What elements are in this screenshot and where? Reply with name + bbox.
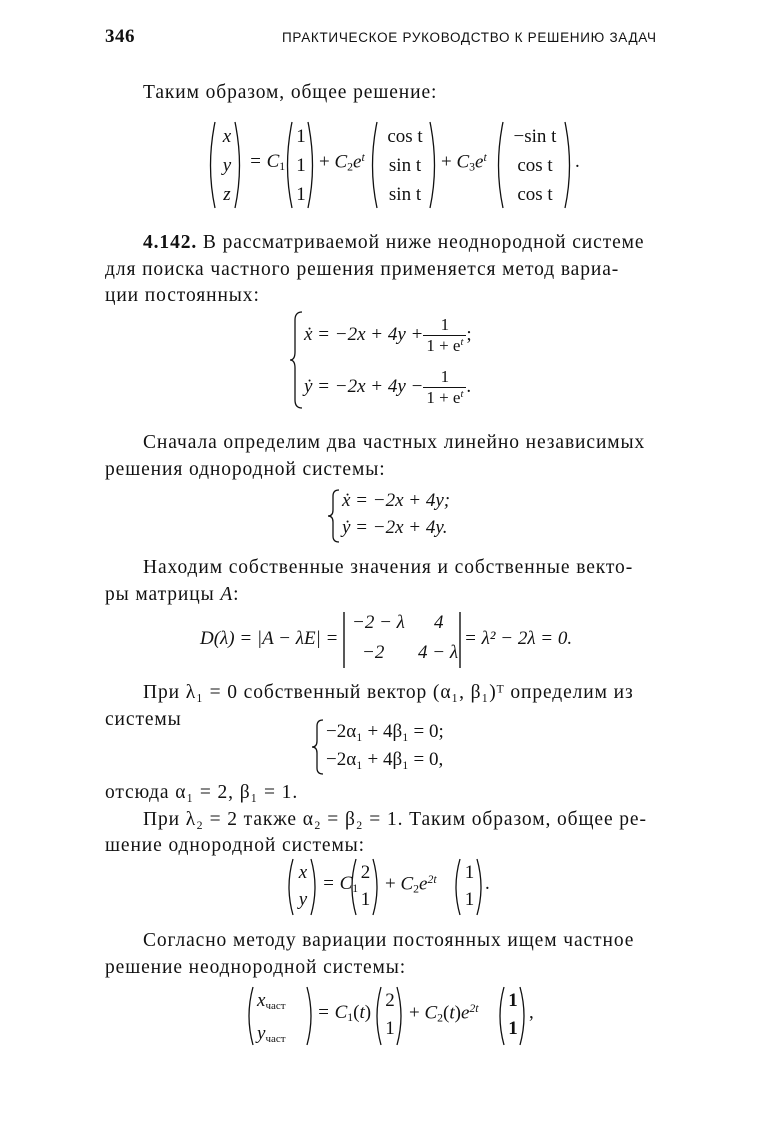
alpha-beta-1: α₁ = 2, β₁ = 1. [175, 782, 299, 803]
coef-c1: C [266, 151, 280, 172]
ps-v1-2: 1 [385, 1018, 395, 1039]
eigenvector-system [312, 718, 512, 776]
v2-1: cos t [387, 126, 423, 147]
step2-paragraph: Находим собственные значения и собственные векто- ры матрицы A: [105, 555, 685, 608]
row2-lhs: ẏ = −2x + 4y − [304, 376, 424, 397]
step4-c: . Таким образом, общее ре- [397, 808, 647, 830]
homog-row1: ẋ = −2x + 4y; [342, 490, 451, 511]
problem-text-1: В рассматриваемой ниже неоднородной системе [197, 232, 645, 253]
step2-line1: Находим собственные значения и собственные векто- [143, 557, 634, 578]
eigen-row1: −2α₁ + 4β₁ = 0; [326, 721, 444, 742]
det-m11: −2 − λ [352, 612, 405, 633]
eigen-brace [312, 718, 324, 776]
det-rhs: = λ² − 2λ = 0. [464, 628, 573, 649]
hs-v2-2: 1 [464, 889, 475, 910]
hs-x: x [298, 862, 308, 883]
exp-t-1: t [361, 151, 365, 164]
ps-sub-x: част [265, 999, 286, 1012]
det-m21: −2 [362, 642, 385, 663]
step4-line2: шение однородной системы: [105, 835, 366, 856]
step3-a: При [143, 682, 186, 703]
det-m12: 4 [434, 612, 444, 633]
lhs-x: x [222, 126, 232, 147]
ps-sub-y: част [265, 1032, 286, 1045]
running-title: ПРАКТИЧЕСКОЕ РУКОВОДСТВО К РЕШЕНИЮ ЗАДАЧ [282, 30, 657, 45]
lhs-y: y [222, 155, 232, 176]
step3-result: отсюда [105, 782, 176, 803]
frac1-num: 1 [423, 315, 466, 336]
v1-2: 1 [296, 155, 306, 176]
step4-paragraph [105, 780, 685, 860]
step2-line2: ры матрицы [105, 583, 221, 605]
ps-v2-1: 1 [508, 990, 518, 1011]
step4-b: также [237, 808, 303, 830]
v2-3: sin t [388, 184, 422, 205]
step3-line2: системы [105, 708, 182, 730]
problem-paragraph [105, 230, 685, 310]
v2-2: sin t [388, 155, 422, 176]
step3-c: определим из [504, 682, 634, 703]
step4-a: При [143, 808, 186, 830]
frac2-num: 1 [423, 367, 466, 388]
v1-3: 1 [296, 184, 306, 205]
exp-t-2: t [483, 151, 487, 164]
lhs-z: z [223, 184, 231, 205]
det-lhs: D(λ) = |A − λE| = [200, 628, 339, 649]
step1-line1: Сначала определим два частных линейно независимых [143, 432, 646, 453]
ps-y: y [257, 1022, 266, 1044]
step1-paragraph [105, 430, 685, 483]
hs-v1-2: 1 [360, 889, 371, 910]
problem-number: 4.142. [143, 232, 198, 253]
intro-text: Таким образом, общее решение: [143, 82, 438, 103]
hs-exp: 2t [427, 873, 437, 886]
step5-paragraph [105, 928, 685, 981]
ps-v1-1: 2 [385, 990, 395, 1011]
v1-1: 1 [296, 126, 306, 147]
ps-exp: 2t [469, 1002, 479, 1015]
alpha-beta-2: α₂ = β₂ = 1 [302, 808, 398, 830]
hs-v2-1: 1 [464, 862, 475, 883]
homogeneous-system [328, 488, 488, 544]
homog-row2: ẏ = −2x + 4y. [342, 517, 448, 538]
homogeneous-solution: x y = $C_1$ 2 1 + $C_2e^{2t}$ 1 1 . [285, 857, 505, 917]
row1-end: ; [466, 324, 472, 345]
system-brace [290, 310, 304, 410]
characteristic-equation [200, 610, 600, 672]
page-number: 346 [105, 26, 135, 47]
hs-v1-1: 2 [360, 862, 371, 883]
det-m22: 4 − λ [418, 642, 459, 663]
step3-b: собственный вектор [237, 682, 433, 703]
nonhomogeneous-system: ẋ = −2x + 4y + $\frac{1}{1 + e^t}$ ; ẏ = −2x + 4y − $\frac{1}{1 + e^t}$ . [290, 310, 520, 410]
matrix-a: A [220, 583, 234, 605]
frac2-den: 1 + e [426, 387, 461, 407]
v3-1: −sin t [513, 126, 557, 147]
step5-line1: Согласно методу вариации постоянных ищем частное [143, 930, 635, 951]
lambda1: λ₁ = 0 [185, 682, 238, 703]
v3-3: cos t [517, 184, 553, 205]
step5-line2: решение неоднородной системы: [105, 956, 407, 978]
eigen-row2: −2α₁ + 4β₁ = 0, [326, 749, 444, 770]
lambda2: λ₂ = 2 [185, 808, 238, 830]
problem-text-3: ции постоянных: [105, 285, 260, 306]
particular-solution: $x_{част}$ $y_{част}$ = $C_1(t)$ 2 1 + $C_2(t)e^{2t}$ 1 1 , [245, 985, 545, 1047]
v3-2: cos t [517, 155, 553, 176]
eigenvector: (α₁, β₁)ᵀ [432, 682, 505, 703]
problem-text-2: для поиска частного решения применяется метод вариа- [105, 258, 620, 280]
row1-lhs: ẋ = −2x + 4y + [304, 324, 424, 345]
ps-x: x [257, 990, 266, 1011]
hs-y: y [298, 889, 308, 910]
frac1-den: 1 + e [426, 335, 461, 355]
homogeneous-brace [328, 488, 340, 544]
row2-end: . [466, 376, 472, 397]
step1-line2: решения однородной системы: [105, 458, 386, 480]
ps-v2-2: 1 [508, 1018, 518, 1039]
